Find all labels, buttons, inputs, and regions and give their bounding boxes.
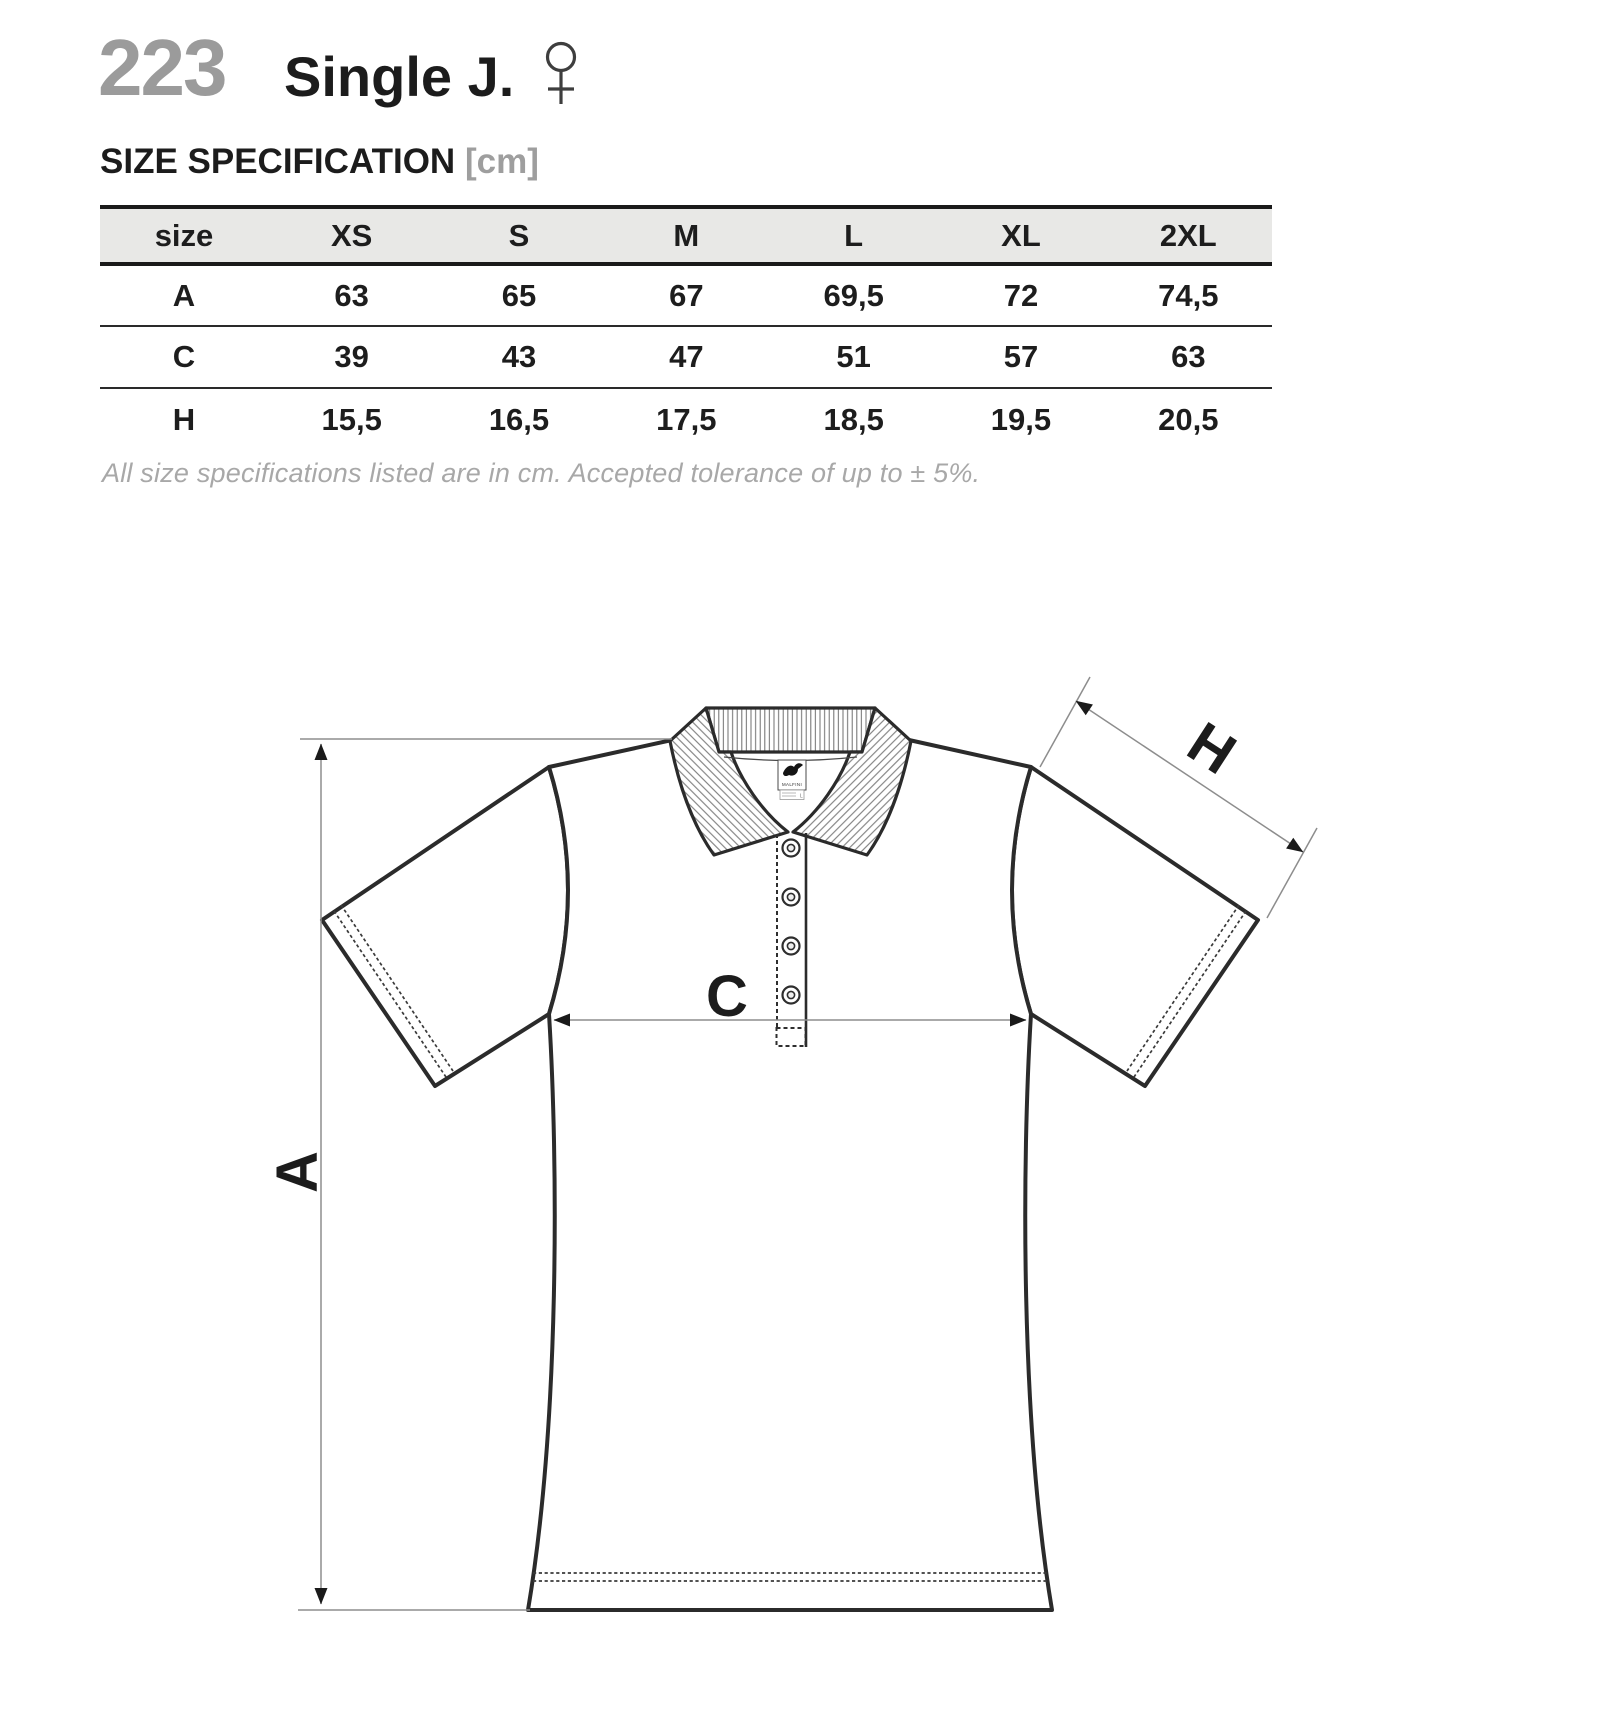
cell: 17,5 xyxy=(656,401,717,437)
cell: 39 xyxy=(268,326,435,388)
col-header-2xl: 2XL xyxy=(1105,207,1272,264)
section-unit: [cm] xyxy=(464,142,539,181)
left-sleeve xyxy=(322,767,568,1086)
col-header-l: L xyxy=(770,207,937,264)
product-name: Single J. xyxy=(284,45,515,108)
cell: 43 xyxy=(435,326,602,388)
button xyxy=(783,938,800,955)
section-title-text: SIZE SPECIFICATION xyxy=(100,142,456,181)
col-header-xl: XL xyxy=(937,207,1104,264)
brand-label xyxy=(778,760,806,800)
col-header-m: M xyxy=(603,207,770,264)
cell: 65 xyxy=(435,264,602,326)
size-letter: L xyxy=(800,793,803,800)
row-label: H xyxy=(172,401,196,437)
right-sleeve xyxy=(1012,767,1258,1086)
product-code: 223 xyxy=(98,23,226,112)
cell: 51 xyxy=(770,326,937,388)
col-header-xs: XS xyxy=(268,207,435,264)
cell: 47 xyxy=(603,326,770,388)
button xyxy=(783,889,800,906)
cell: 20,5 xyxy=(1158,401,1219,437)
cell: 67 xyxy=(603,264,770,326)
cell: 63 xyxy=(1105,326,1272,388)
cell: 69,5 xyxy=(770,264,937,326)
col-header-size: size xyxy=(100,207,268,264)
button xyxy=(783,987,800,1004)
cell: 18,5 xyxy=(823,401,884,437)
tolerance-footnote: All size specifications listed are in cm. Accepted tolerance of up to ± 5%. xyxy=(102,458,981,488)
cell: 15,5 xyxy=(321,401,382,437)
dimension-label-a: A xyxy=(265,1151,330,1193)
dimension-label-c: C xyxy=(706,964,748,1029)
cell: 63 xyxy=(268,264,435,326)
cell: 57 xyxy=(937,326,1104,388)
cell: 16,5 xyxy=(488,401,550,437)
shirt-body xyxy=(528,740,1052,1610)
cell: 74,5 xyxy=(1105,264,1272,326)
row-label: A xyxy=(100,264,268,326)
cell: 72 xyxy=(937,264,1104,326)
dimension-label-h: H xyxy=(1176,709,1247,788)
row-label: C xyxy=(100,326,268,388)
col-header-s: S xyxy=(435,207,602,264)
brand-label-text: MALFINI xyxy=(781,782,803,787)
cell: 19,5 xyxy=(990,401,1052,437)
button xyxy=(783,840,800,857)
